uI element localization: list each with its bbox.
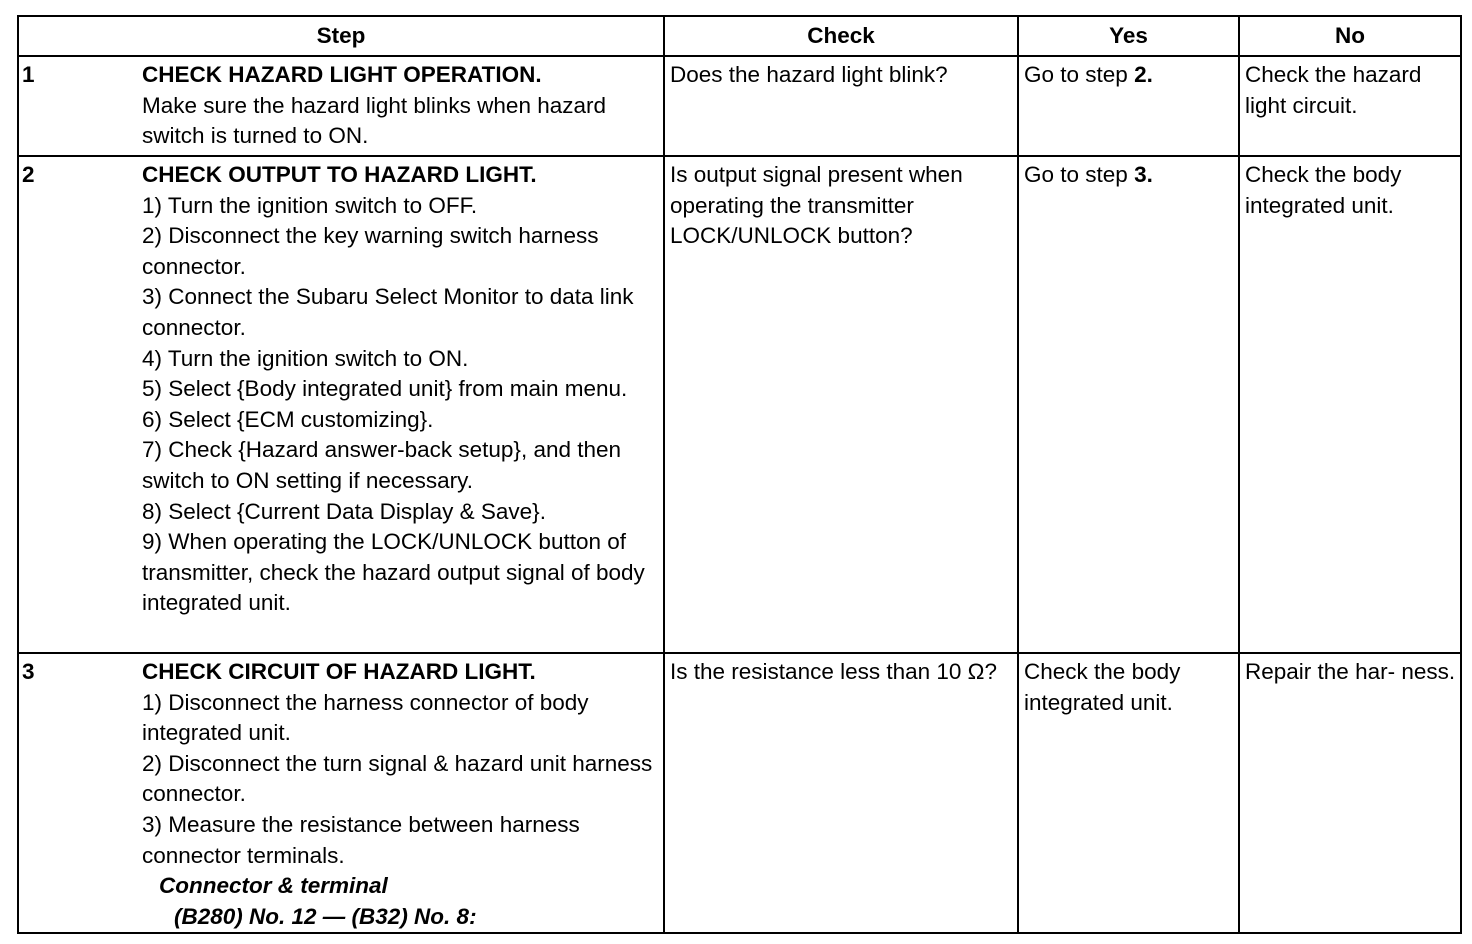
step-number: 3: [18, 653, 142, 933]
check-question: Does the hazard light blink?: [664, 56, 1018, 156]
step-title: CHECK HAZARD LIGHT OPERATION.: [142, 62, 542, 87]
diagnostic-table: [17, 15, 1462, 934]
step-instruction: 4) Turn the ignition switch to ON.: [142, 345, 469, 371]
step-number: 2: [18, 156, 142, 653]
connector-label: Connector & terminal: [159, 873, 388, 899]
check-question: Is the resistance less than 10 Ω?: [664, 653, 1018, 933]
header-no: No: [1239, 16, 1461, 56]
yes-prefix: Go to step: [1024, 62, 1135, 87]
step-instruction: 2) Disconnect the key warning switch harness connector.: [142, 223, 599, 279]
table-row: [18, 56, 1461, 156]
step-instruction: 3) Measure the resistance between harness connector terminals.: [142, 811, 580, 868]
yes-prefix: Go to step: [1024, 162, 1135, 187]
step-number: 1: [18, 56, 142, 156]
connector-terminals: (B280) No. 12 — (B32) No. 8:: [174, 903, 477, 929]
step-title: CHECK CIRCUIT OF HAZARD LIGHT.: [142, 659, 536, 684]
yes-step-ref: 3.: [1134, 162, 1153, 187]
no-action: Repair the har- ness.: [1239, 653, 1461, 933]
step-title: CHECK OUTPUT TO HAZARD LIGHT.: [142, 162, 537, 187]
step-description: [142, 56, 664, 156]
step-instruction: 1) Disconnect the harness connector of body integrated unit.: [142, 689, 589, 746]
yes-action: [1018, 56, 1239, 156]
step-instruction: 5) Select {Body integrated unit} from main menu.: [142, 376, 628, 402]
no-action: Check the body integrated unit.: [1239, 156, 1461, 653]
header-yes: Yes: [1018, 16, 1239, 56]
step-description: [142, 653, 664, 933]
header-step: Step: [18, 16, 664, 56]
check-question: Is output signal present when operating the transmitter LOCK/UNLOCK button?: [664, 156, 1018, 653]
no-action: Check the hazard light circuit.: [1239, 56, 1461, 156]
yes-action: [1018, 156, 1239, 653]
step-description: [142, 156, 664, 653]
step-instruction: 3) Connect the Subaru Select Monitor to data link connector.: [142, 284, 634, 340]
header-check: Check: [664, 16, 1018, 56]
step-instruction: 6) Select {ECM customizing}.: [142, 406, 434, 432]
step-instruction: Make sure the hazard light blinks when hazard switch is turned to ON.: [142, 92, 607, 149]
step-instruction: 1) Turn the ignition switch to OFF.: [142, 192, 478, 218]
step-instruction: 9) When operating the LOCK/UNLOCK button of transmitter, check the hazard output signal of body integrated unit.: [142, 529, 645, 616]
yes-action: Check the body integrated unit.: [1018, 653, 1239, 933]
step-instruction: 8) Select {Current Data Display & Save}.: [142, 498, 546, 524]
table-row: [18, 653, 1461, 933]
yes-step-ref: 2.: [1134, 62, 1153, 87]
table-row: [18, 156, 1461, 653]
header-row: [18, 16, 1461, 56]
step-instruction: 2) Disconnect the turn signal & hazard unit harness connector.: [142, 750, 653, 807]
step-instruction: 7) Check {Hazard answer-back setup}, and then switch to ON setting if necessary.: [142, 437, 622, 493]
